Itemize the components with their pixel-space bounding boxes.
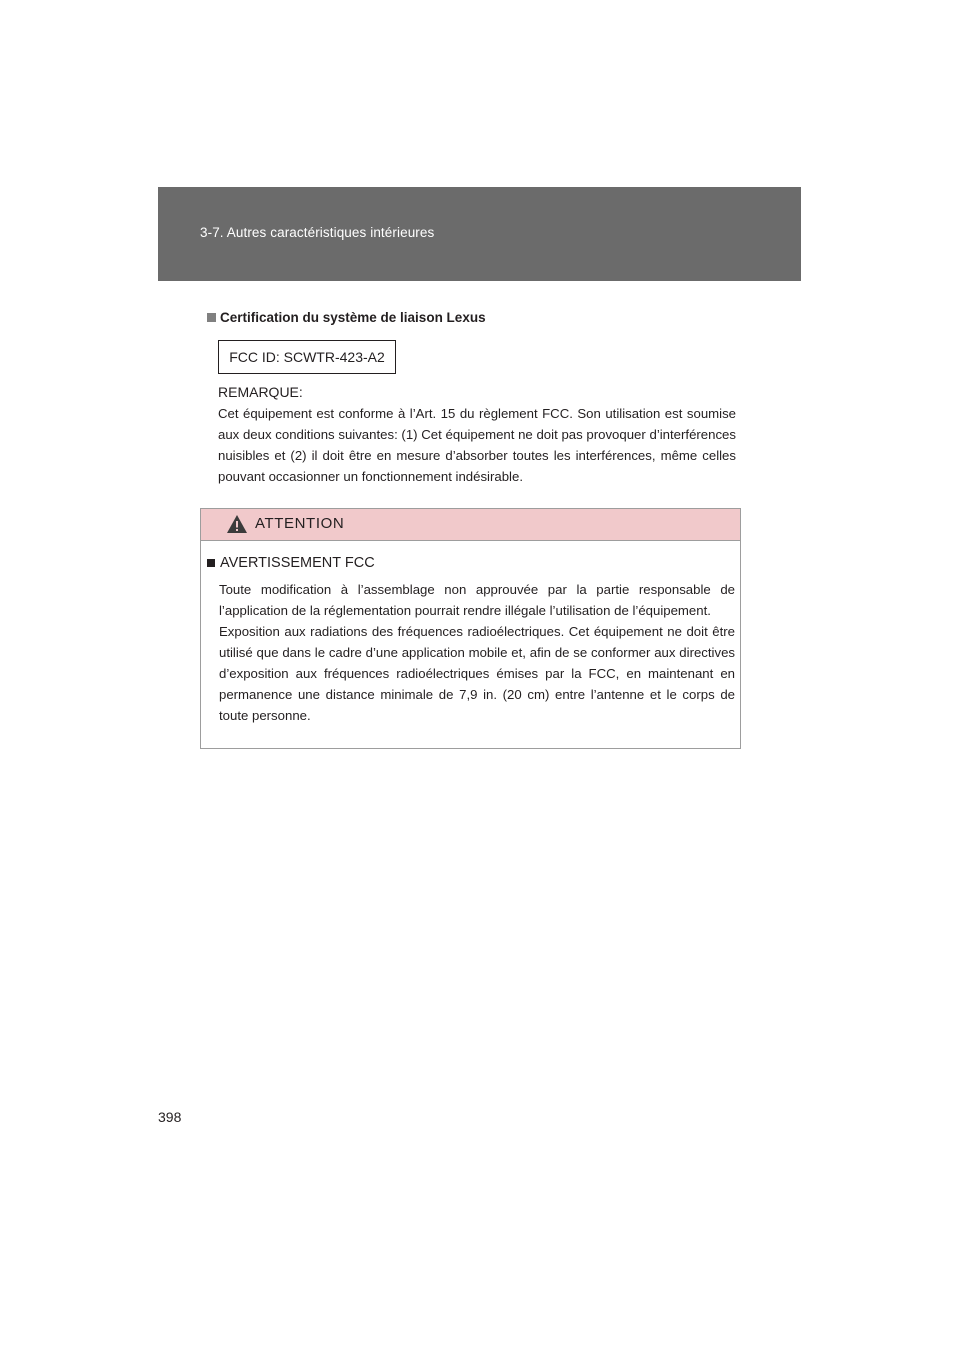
warning-body: [219, 579, 735, 726]
warning-paragraph-1: Toute modification à l’assemblage non approuvée par la partie responsable de l’application de la réglementation pourrait rendre illégale l’utilisation de l’équipement.: [219, 582, 735, 618]
fcc-id-box: FCC ID: SCWTR-423-A2: [218, 340, 396, 374]
certification-heading: [207, 310, 486, 325]
warning-title: ATTENTION: [255, 515, 345, 532]
page-number: 398: [158, 1109, 182, 1125]
warning-panel: [200, 508, 741, 749]
warning-header: [201, 509, 740, 541]
warning-triangle-icon: [226, 514, 248, 534]
certification-heading-text: Certification du système de liaison Lexus: [220, 310, 486, 325]
remark-text: Cet équipement est conforme à l’Art. 15 du règlement FCC. Son utilisation est soumise aux deux conditions suivantes: (1) Cet équipement ne doit pas provoquer d’interférences nuisibles et (2) il doit être en mesure d’absorber toutes les interférences, même celles pouvant occasionner un fonctionnement indésirable.: [218, 406, 736, 484]
warning-subheading-text: AVERTISSEMENT FCC: [220, 555, 375, 571]
warning-paragraph-2: Exposition aux radiations des fréquences radioélectriques. Cet équipement ne doit être utilisé que dans le cadre d’une application mobile et, afin de se conformer aux directives d’exposition aux fréquences radioélectriques émises par la FCC, en maintenant en permanence une distance minimale de 7,9 in. (20 cm) entre l’antenne et le corps de toute personne.: [219, 624, 735, 723]
warning-subheading: [207, 555, 375, 571]
remark-label: REMARQUE:: [218, 384, 303, 400]
section-title: 3-7. Autres caractéristiques intérieures: [200, 225, 435, 240]
square-bullet-icon: [207, 313, 216, 322]
square-bullet-icon: [207, 559, 215, 567]
section-header-band: [158, 187, 801, 281]
